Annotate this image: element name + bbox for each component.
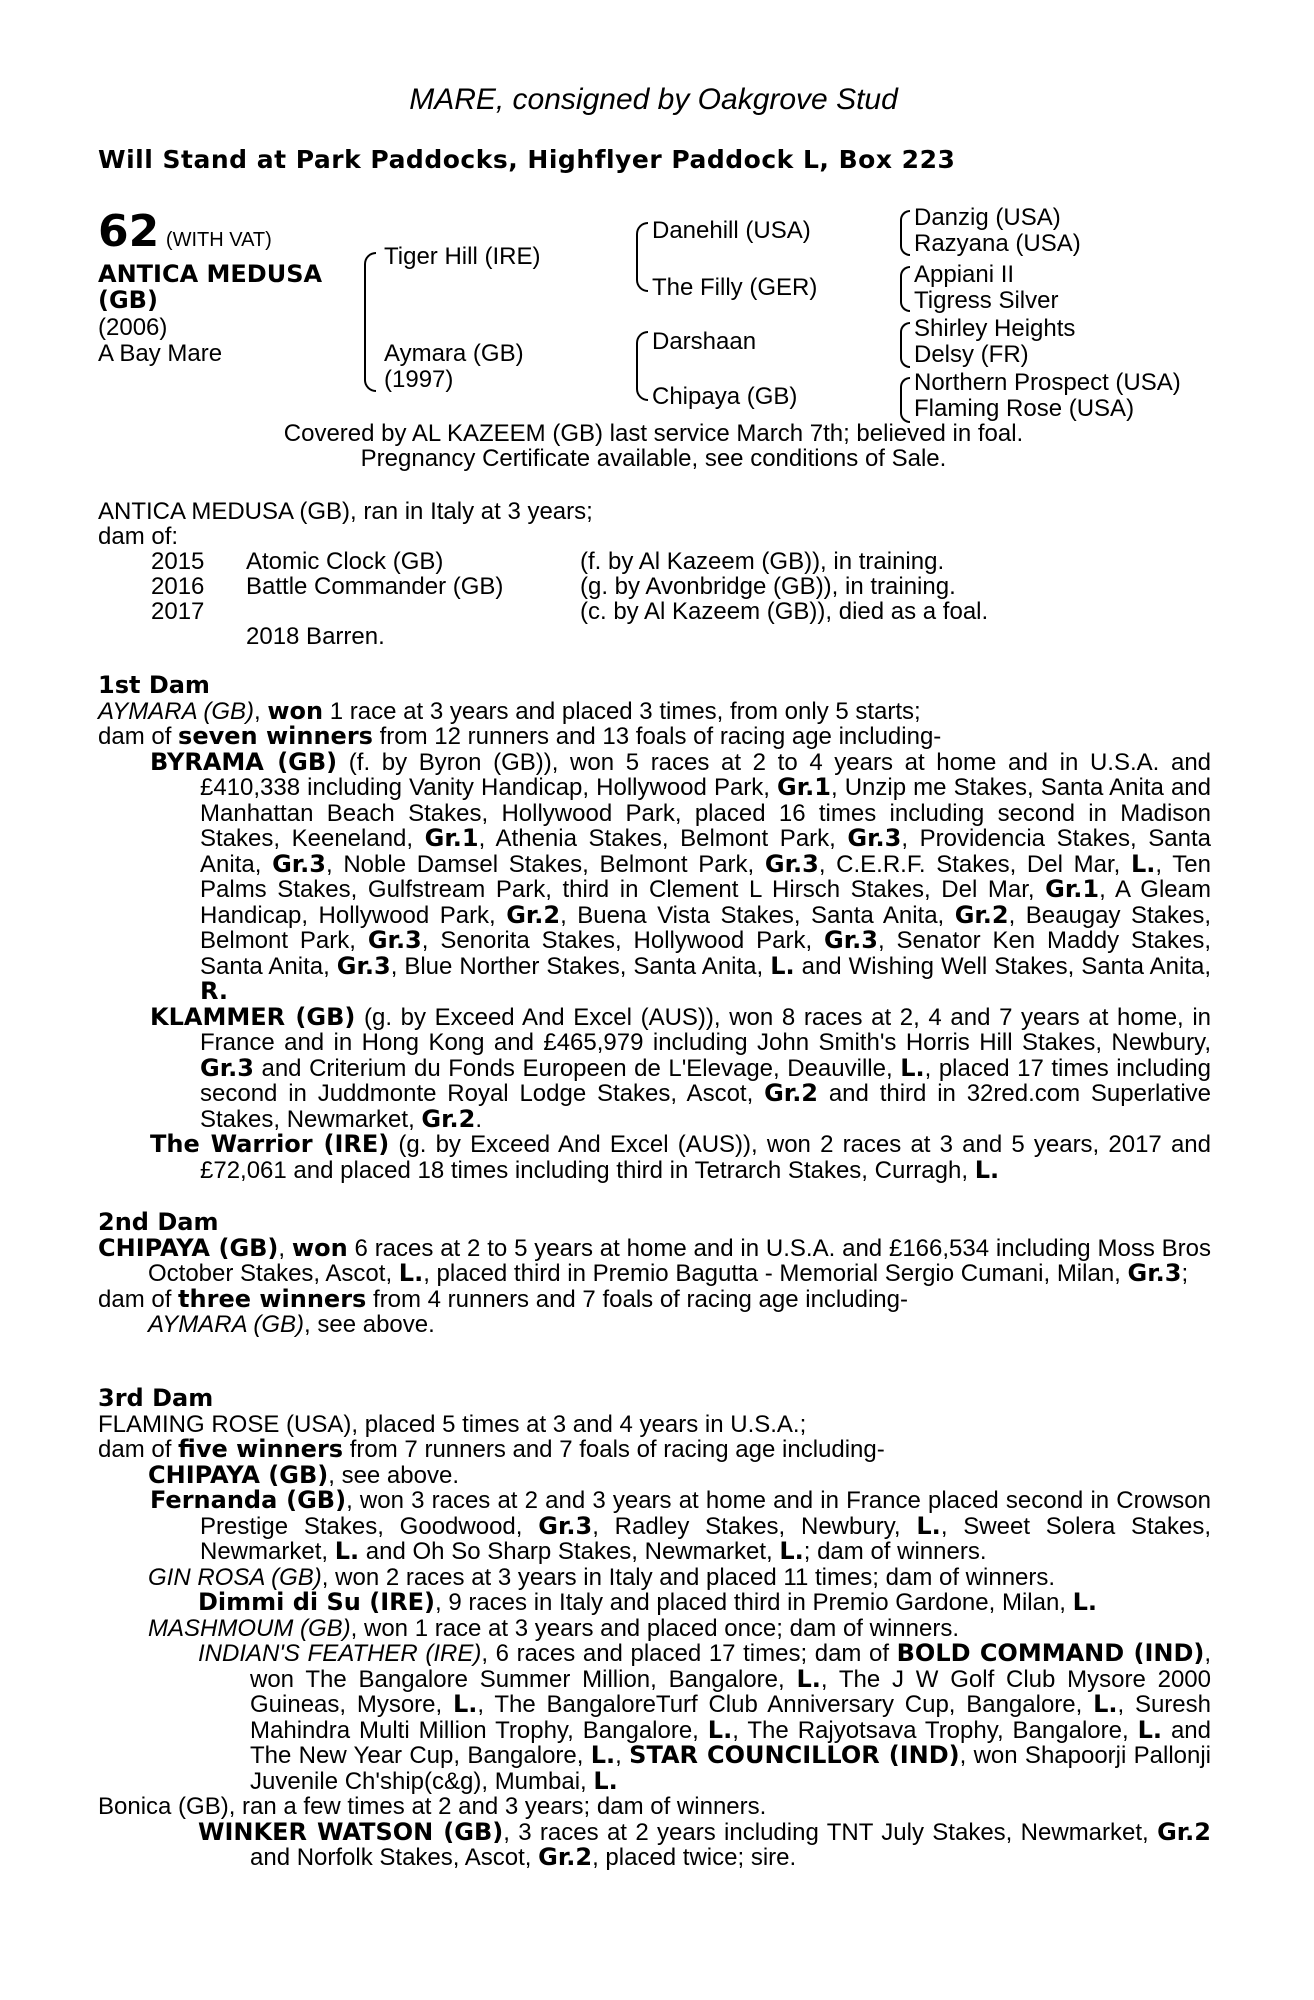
horse-year: (2006) [98, 314, 168, 341]
produce-damof: dam of: [98, 523, 179, 550]
progeny-indians-feather: INDIAN'S FEATHER (IRE), 6 races and placed 17 times; dam of BOLD COMMAND (IND), won The Bangalore Summer Million, Bangalore, L., The J W Golf Club Mysore 2000 Guineas, Mysore, L., The BangaloreTurf Club Anniversary Cup, Bangalore, L., Suresh Mahindra Multi Million Trophy, Bangalore, L., The Rajyotsava Trophy, Bangalore, L. and The New Year Cup, Bangalore, L., STAR COUNCILLOR (IND), won Shapoorji Pallonji Juvenile Ch'ship(c&g), Mumbai, L. [198, 1639, 1212, 1795]
progeny-fernanda: Fernanda (GB), won 3 races at 2 and 3 years at home and in France placed second in Crowson Prestige Stakes, Goodwood, Gr.3, Radley Stakes, Newbury, L., Sweet Solera Stakes, Newmarket, L. and Oh So Sharp Stakes, Newmarket, L.; dam of winners. [150, 1486, 1211, 1565]
gen3-2: Razyana (USA) [914, 230, 1081, 257]
lot-number: 62 [98, 206, 160, 257]
dam-year: (1997) [384, 366, 454, 393]
horse-name-line2: (GB) [98, 286, 158, 314]
pedigree-brace-3c [900, 322, 910, 368]
catalogue-page [96, 0, 1211, 2000]
pedigree-brace-3a [900, 210, 910, 256]
produce-info-1: (f. by Al Kazeem (GB)), in training. [580, 548, 945, 575]
gen3-7: Northern Prospect (USA) [914, 369, 1181, 396]
progeny-winker-watson: WINKER WATSON (GB), 3 races at 2 years including TNT July Stakes, Newmarket, Gr.2 and Norfolk Stakes, Ascot, Gr.2, placed twice; sire. [198, 1817, 1211, 1871]
progeny-chipaya: CHIPAYA (GB), see above. [148, 1460, 459, 1489]
pedigree-brace-2a [636, 222, 648, 292]
sire-dam: The Filly (GER) [652, 274, 818, 301]
progeny-gin-rosa: GIN ROSA (GB), won 2 races at 3 years in Italy and placed 11 times; dam of winners. [148, 1563, 1056, 1591]
dam-dam: Chipaya (GB) [652, 383, 798, 410]
produce-year-2: 2016 [151, 573, 205, 600]
second-dam-intro: CHIPAYA (GB), won 6 races at 2 to 5 years at home and in U.S.A. and £166,534 including Moss Bros October Stakes, Ascot, L., placed third in Premio Bagutta - Memorial Sergio Cumani, Milan, Gr.3; [98, 1233, 1212, 1287]
pregnancy-line: Pregnancy Certificate available, see conditions of Sale. [360, 445, 947, 472]
third-dam-heading: 3rd Dam [98, 1384, 214, 1412]
first-dam-damof: dam of seven winners from 12 runners and 13 foals of racing age including- [98, 722, 942, 750]
pedigree-brace-2b [636, 331, 648, 401]
pedigree-brace-1 [364, 252, 376, 392]
progeny-klammer: KLAMMER (GB) (g. by Exceed And Excel (AUS)), won 8 races at 2, 4 and 7 years at home, in France and in Hong Kong and £465,979 including John Smith's Horris Hill Stakes, Newbury, Gr.3 and Criterium du Fonds Europeen de L'Elevage, Deauville, L., placed 17 times including second in Juddmonte Royal Lodge Stakes, Ascot, Gr.2 and third in 32red.com Superlative Stakes, Newmarket, Gr.2. [150, 1002, 1212, 1133]
horse-description: A Bay Mare [98, 340, 223, 367]
third-dam-intro: FLAMING ROSE (USA), placed 5 times at 3 and 4 years in U.S.A.; [98, 1410, 807, 1438]
covered-line: Covered by AL KAZEEM (GB) last service March 7th; believed in foal. [283, 420, 1024, 447]
third-dam-section [98, 1386, 1211, 1871]
sire-sire: Danehill (USA) [652, 217, 811, 244]
progeny-warrior: The Warrior (IRE) (g. by Exceed And Excel (AUS)), won 2 races at 3 and 5 years, 2017 and £72,061 and placed 18 times including third in Tetrarch Stakes, Curragh, L. [150, 1130, 1211, 1184]
lot-number-line [98, 206, 272, 257]
second-dam-heading: 2nd Dam [98, 1208, 219, 1236]
sire-name: Tiger Hill (IRE) [384, 243, 541, 270]
gen3-8: Flaming Rose (USA) [914, 395, 1135, 422]
progeny-mashmoum: MASHMOUM (GB), won 1 race at 3 years and placed once; dam of winners. [148, 1614, 959, 1642]
progeny-dimmi: Dimmi di Su (IRE), 9 races in Italy and placed third in Premio Gardone, Milan, L. [198, 1588, 1098, 1616]
produce-info-3: (c. by Al Kazeem (GB)), died as a foal. [580, 598, 989, 625]
horse-name-line1: ANTICA MEDUSA [98, 260, 323, 288]
dam-name: Aymara (GB) [384, 340, 524, 367]
progeny-bonica: Bonica (GB), ran a few times at 2 and 3 years; dam of winners. [98, 1793, 767, 1820]
produce-year-1: 2015 [151, 548, 205, 575]
pedigree-brace-3d [900, 377, 910, 423]
produce-year-3: 2017 [151, 598, 205, 625]
first-dam-heading: 1st Dam [98, 671, 210, 699]
first-dam-intro: AYMARA (GB), won 1 race at 3 years and placed 3 times, from only 5 starts; [98, 696, 921, 725]
gen3-4: Tigress Silver [914, 287, 1059, 314]
gen3-5: Shirley Heights [914, 315, 1076, 342]
stand-location: Will Stand at Park Paddocks, Highflyer Paddock L, Box 223 [98, 145, 956, 174]
progeny-byrama: BYRAMA (GB) (f. by Byron (GB)), won 5 races at 2 to 4 years at home and in U.S.A. and £410,338 including Vanity Handicap, Hollywood Park, Gr.1, Unzip me Stakes, Santa Anita and Manhattan Beach Stakes, Hollywood Park, placed 16 times including second in Madison Stakes, Keeneland, Gr.1, Athenia Stakes, Belmont Park, Gr.3, Providencia Stakes, Santa Anita, Gr.3, Noble Damsel Stakes, Belmont Park, Gr.3, C.E.R.F. Stakes, Del Mar, L., Ten Palms Stakes, Gulfstream Park, third in Clement L Hirsch Stakes, Del Mar, Gr.1, A Gleam Handicap, Hollywood Park, Gr.2, Buena Vista Stakes, Santa Anita, Gr.2, Beaugay Stakes, Belmont Park, Gr.3, Senorita Stakes, Hollywood Park, Gr.3, Senator Ken Maddy Stakes, Santa Anita, Gr.3, Blue Norther Stakes, Santa Anita, L. and Wishing Well Stakes, Santa Anita, R. [150, 747, 1212, 1005]
second-dam-section [98, 1210, 1211, 1338]
produce-name-1: Atomic Clock (GB) [246, 548, 444, 575]
page-title: MARE, consigned by Oakgrove Stud [409, 83, 898, 116]
gen3-1: Danzig (USA) [914, 204, 1061, 231]
produce-name-2: Battle Commander (GB) [246, 573, 504, 600]
second-dam-aymara: AYMARA (GB), see above. [148, 1311, 435, 1338]
first-dam-section [98, 673, 1211, 1183]
gen3-3: Appiani II [914, 261, 1015, 288]
dam-sire: Darshaan [652, 328, 757, 355]
produce-barren: 2018 Barren. [246, 623, 385, 650]
vat-note: (WITH VAT) [165, 229, 272, 251]
second-dam-damof: dam of three winners from 4 runners and 7 foals of racing age including- [98, 1284, 908, 1313]
pedigree-brace-3b [900, 266, 910, 312]
produce-info-2: (g. by Avonbridge (GB)), in training. [580, 573, 956, 600]
third-dam-damof: dam of five winners from 7 runners and 7 foals of racing age including- [98, 1435, 885, 1463]
produce-intro: ANTICA MEDUSA (GB), ran in Italy at 3 years; [98, 498, 593, 525]
gen3-6: Delsy (FR) [914, 341, 1029, 368]
